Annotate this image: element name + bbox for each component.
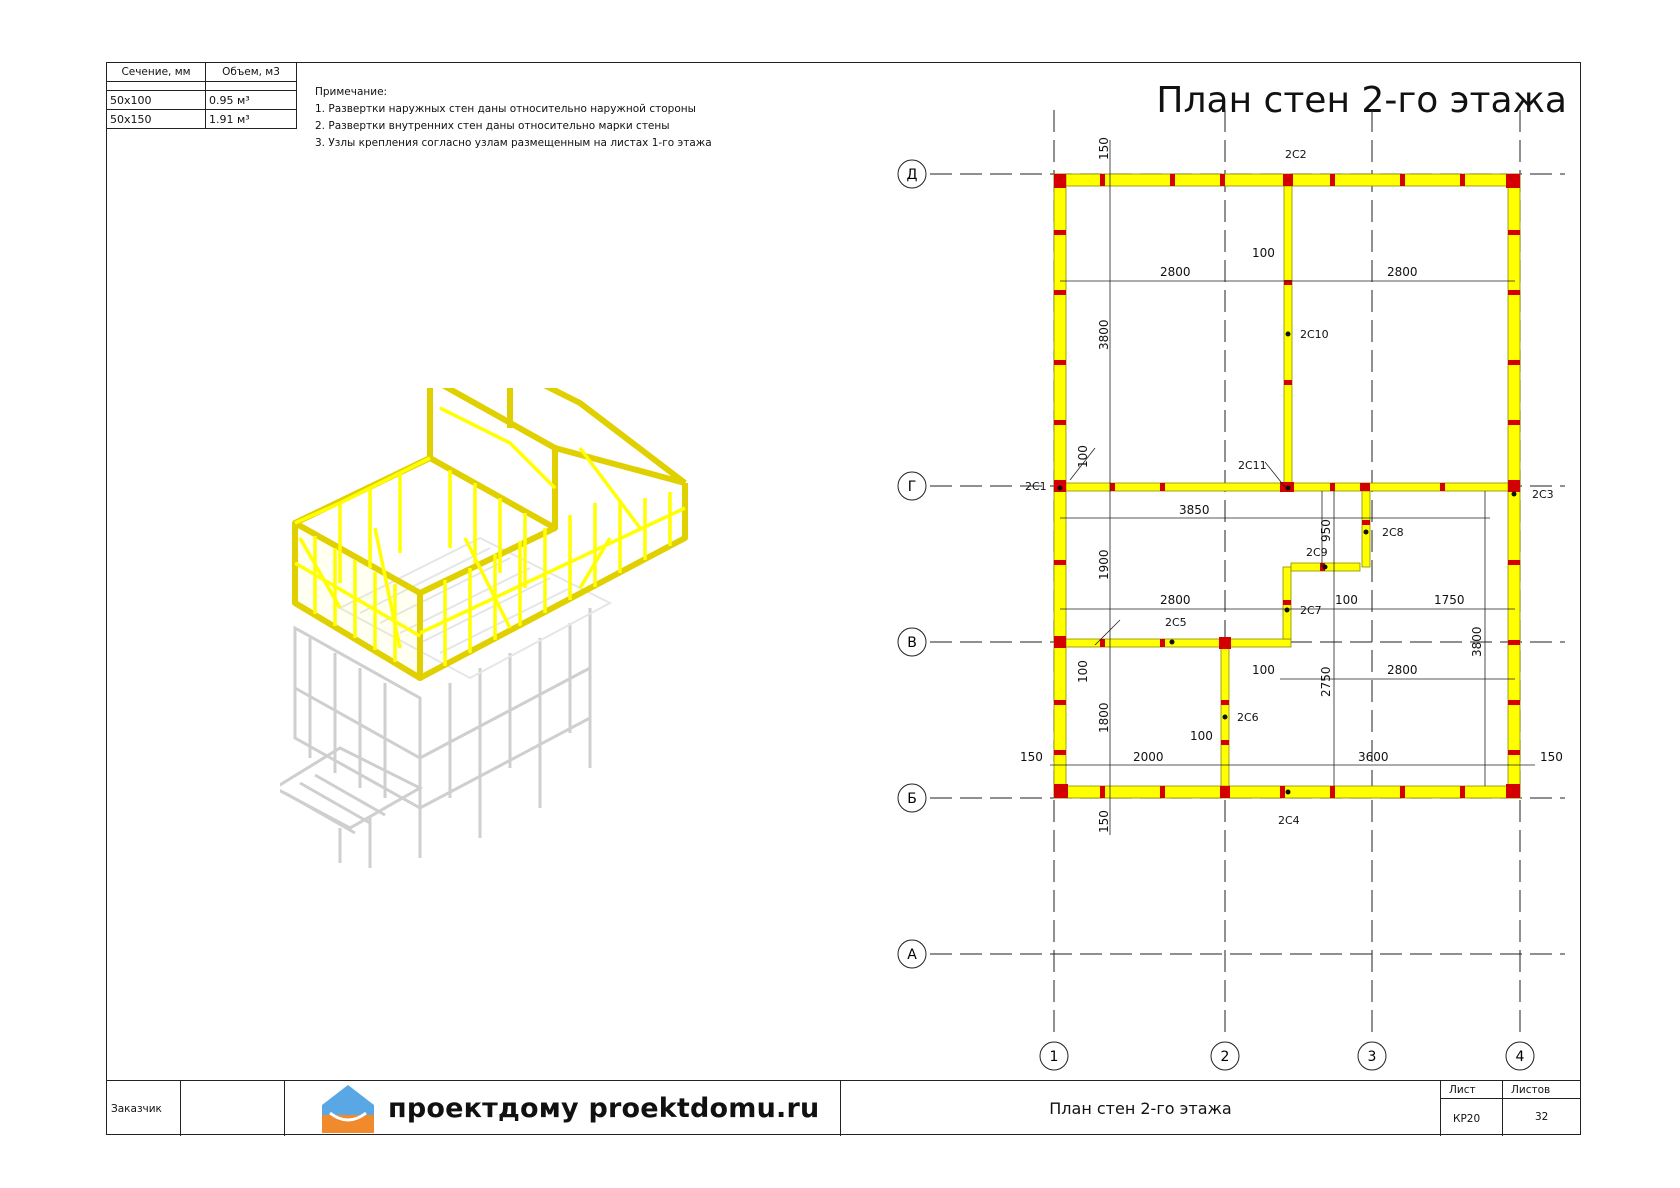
sheet-label: Лист [1441,1081,1503,1099]
wall-mark: 2С2 [1285,148,1307,161]
axis-label: 3 [1367,1049,1377,1065]
section-cell: 50x150 [107,110,206,129]
wall-mark: 2С7 [1300,604,1322,617]
sheets-count: 32 [1535,1111,1549,1123]
volume-header: Объем, м3 [206,63,297,82]
wall-mark: 2С9 [1306,546,1328,559]
dimension-label: 150 [1097,810,1111,833]
dimension-label: 100 [1076,660,1090,683]
wall-mark: 2С4 [1278,814,1300,827]
drawing-name: План стен 2-го этажа [841,1081,1441,1136]
dimension-label: 3850 [1179,503,1210,517]
dimension-label: 2800 [1160,593,1191,607]
volume-cell: 0.95 м³ [206,91,297,110]
wall-mark: 2С8 [1382,526,1404,539]
axis-label: Б [907,791,917,807]
dimension-label: 3600 [1358,750,1389,764]
title-block [106,1080,1581,1135]
row-axis-markers [898,160,926,968]
dimension-label: 2000 [1133,750,1164,764]
dimension-label: 150 [1020,750,1043,764]
dimension-label: 100 [1335,593,1358,607]
dimension-label: 2800 [1387,265,1418,279]
dimension-label: 1750 [1434,593,1465,607]
wall-mark: 2С1 [1025,480,1047,493]
note-item: 1. Развертки наружных стен даны относительно наружной стороны [315,103,696,115]
axis-label: В [907,635,917,651]
wall-mark: 2С11 [1238,459,1267,472]
dimension-label: 150 [1097,137,1111,160]
sheet-info [1441,1081,1581,1136]
dimension-label: 100 [1252,663,1275,677]
brand-name: проектдому proektdomu.ru [388,1093,820,1124]
sheet-code: КР20 [1441,1099,1503,1136]
company-logo [285,1081,841,1136]
volume-cell: 1.91 м³ [206,110,297,129]
dimension-label: 1900 [1097,549,1111,580]
axis-label: 2 [1220,1049,1230,1065]
dimension-label: 100 [1252,246,1275,260]
dimension-label: 100 [1190,729,1213,743]
sheets-label: Листов [1503,1081,1581,1099]
notes-heading: Примечание: [315,86,388,98]
house-logo-icon [320,1083,376,1135]
dimension-label: 1800 [1097,702,1111,733]
section-cell: 50x100 [107,91,206,110]
dimension-label: 150 [1540,750,1563,764]
grid-axes [930,110,1565,1038]
customer-field [181,1081,285,1136]
column-axis-markers [1040,1042,1534,1070]
customer-label: Заказчик [106,1081,181,1136]
dimension-label: 3800 [1470,626,1484,657]
axis-label: 1 [1049,1049,1059,1065]
note-item: 3. Узлы крепления согласно узлам размещенным на листах 1-го этажа [315,137,712,149]
dimension-label: 2750 [1319,666,1333,697]
page-title: План стен 2-го этажа [1156,80,1567,121]
dimension-label: 3800 [1097,319,1111,350]
wall-mark: 2С3 [1532,488,1554,501]
wall-mark: 2С10 [1300,328,1329,341]
axis-label: А [907,947,917,963]
axis-label: 4 [1515,1049,1525,1065]
dimension-label: 2800 [1160,265,1191,279]
dimension-label: 2800 [1387,663,1418,677]
wall-mark: 2С6 [1237,711,1259,724]
dimension-label: 950 [1319,519,1333,542]
axis-label: Г [907,479,917,495]
section-header: Сечение, мм [107,63,206,82]
note-item: 2. Развертки внутренних стен даны относительно марки стены [315,120,670,132]
wall-mark: 2С5 [1165,616,1187,629]
dimension-label: 100 [1076,445,1090,468]
axis-label: Д [906,167,918,183]
wall [1362,491,1370,567]
